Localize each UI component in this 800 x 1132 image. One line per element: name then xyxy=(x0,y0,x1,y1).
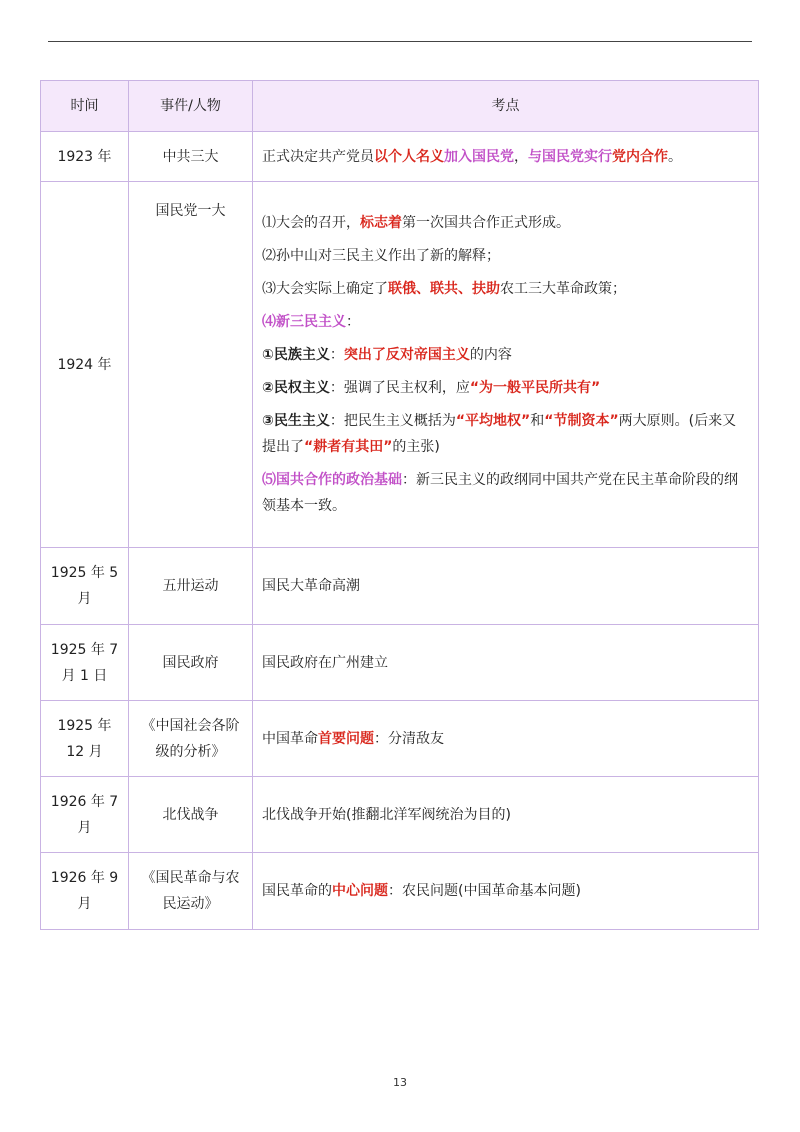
point-text: ③民生主义 xyxy=(262,413,330,429)
point-text: 中心问题 xyxy=(332,883,388,899)
cell-time: 1923 年 xyxy=(41,132,129,182)
cell-event: 《国民革命与农民运动》 xyxy=(129,853,253,930)
point-text: ⑴大会的召开， xyxy=(262,215,360,231)
point-line xyxy=(262,802,750,828)
header-points: 考点 xyxy=(253,81,759,132)
point-text: 的内容 xyxy=(469,347,512,363)
point-text: “平均地权” xyxy=(455,413,531,429)
point-text: 的主张) xyxy=(392,439,440,455)
point-text: “耕者有其田” xyxy=(304,439,393,455)
point-text: 标志着 xyxy=(360,215,402,231)
table-row xyxy=(41,548,759,625)
point-text: ：分清敌友 xyxy=(374,730,444,747)
point-line xyxy=(262,276,750,302)
cell-time: 1925 年 7 月 1 日 xyxy=(41,625,129,701)
cell-event: 国民政府 xyxy=(129,625,253,701)
cell-event: 五卅运动 xyxy=(129,548,253,625)
table-body xyxy=(41,132,759,930)
point-line xyxy=(262,878,750,904)
table-row xyxy=(41,625,759,701)
point-text: 中国革命 xyxy=(262,730,318,747)
point-text: ：强调了民主权利，应 xyxy=(329,380,470,396)
point-line xyxy=(262,726,750,752)
point-text: 第一次国共合作正式形成。 xyxy=(402,215,570,231)
point-text: 正式决定共产党员 xyxy=(262,148,374,165)
point-text: 农工三大革命政策； xyxy=(500,281,626,297)
point-line xyxy=(262,210,750,236)
cell-points xyxy=(253,182,759,548)
point-text: 和 xyxy=(530,413,545,429)
cell-time: 1925 年 5 月 xyxy=(41,548,129,625)
point-text: 国民大革命高潮 xyxy=(262,578,360,594)
point-text: 党内合作 xyxy=(612,148,668,165)
table-row xyxy=(41,182,759,548)
cell-event: 北伐战争 xyxy=(129,777,253,853)
point-line xyxy=(262,144,750,170)
point-text: 。 xyxy=(668,148,682,165)
point-text: ⑸国共合作的政治基础 xyxy=(262,472,402,488)
point-text: “为一般平民所共有” xyxy=(469,380,601,396)
point-line xyxy=(262,650,750,676)
point-text: 首要问题 xyxy=(318,730,374,747)
cell-time: 1926 年 7 月 xyxy=(41,777,129,853)
point-line xyxy=(262,342,750,368)
point-text: 国民革命的 xyxy=(262,883,332,899)
cell-event: 中共三大 xyxy=(129,132,253,182)
point-line xyxy=(262,309,750,335)
cell-time: 1925 年 12 月 xyxy=(41,701,129,777)
cell-time: 1926 年 9 月 xyxy=(41,853,129,930)
point-text: ⑶大会实际上确定了 xyxy=(262,281,388,297)
point-text: 以个人名义 xyxy=(374,148,444,165)
cell-points xyxy=(253,548,759,625)
point-text: 突出了反对帝国主义 xyxy=(343,347,470,363)
point-line xyxy=(262,375,750,401)
point-text: 联俄、联共、扶助 xyxy=(388,281,500,297)
point-line xyxy=(262,573,750,599)
point-text: “节制资本” xyxy=(544,413,619,429)
point-line xyxy=(262,243,750,269)
point-line xyxy=(262,408,750,460)
cell-time: 1924 年 xyxy=(41,182,129,548)
top-rule xyxy=(48,41,752,42)
point-text: ：农民问题(中国革命基本问题) xyxy=(388,883,581,899)
cell-points xyxy=(253,625,759,701)
header-event: 事件/人物 xyxy=(129,81,253,132)
cell-event: 《中国社会各阶级的分析》 xyxy=(129,701,253,777)
cell-points xyxy=(253,132,759,182)
table-row xyxy=(41,853,759,930)
cell-points xyxy=(253,777,759,853)
point-text: ⑷新三民主义 xyxy=(262,314,346,330)
point-text: 与国民党实行 xyxy=(528,148,612,165)
table-header-row xyxy=(41,81,759,132)
point-text: ②民权主义 xyxy=(262,380,330,396)
table-row xyxy=(41,701,759,777)
point-text: 加入国民党 xyxy=(444,148,514,165)
point-text: 北伐战争开始(推翻北洋军阀统治为目的) xyxy=(262,806,511,823)
table-row xyxy=(41,777,759,853)
page-number: 13 xyxy=(393,1076,407,1089)
point-text: 两大原则。(后来又提出了 xyxy=(262,413,737,455)
point-line xyxy=(262,467,750,519)
cell-event: 国民党一大 xyxy=(129,182,253,548)
point-text: ⑵孙中山对三民主义作出了新的解释； xyxy=(262,248,500,264)
cell-points xyxy=(253,701,759,777)
table-row xyxy=(41,132,759,182)
header-time: 时间 xyxy=(41,81,129,132)
point-text: ：新三民主义的政纲同中国共产党在民主革命阶段的纲领基本一致。 xyxy=(262,472,738,514)
history-table xyxy=(40,80,759,930)
point-text: ①民族主义 xyxy=(262,347,330,363)
point-text: ， xyxy=(514,148,528,165)
point-text: ： xyxy=(346,314,360,330)
point-text: ： xyxy=(329,347,344,363)
point-text: 国民政府在广州建立 xyxy=(262,654,388,671)
cell-points xyxy=(253,853,759,930)
point-text: ：把民生主义概括为 xyxy=(329,413,456,429)
